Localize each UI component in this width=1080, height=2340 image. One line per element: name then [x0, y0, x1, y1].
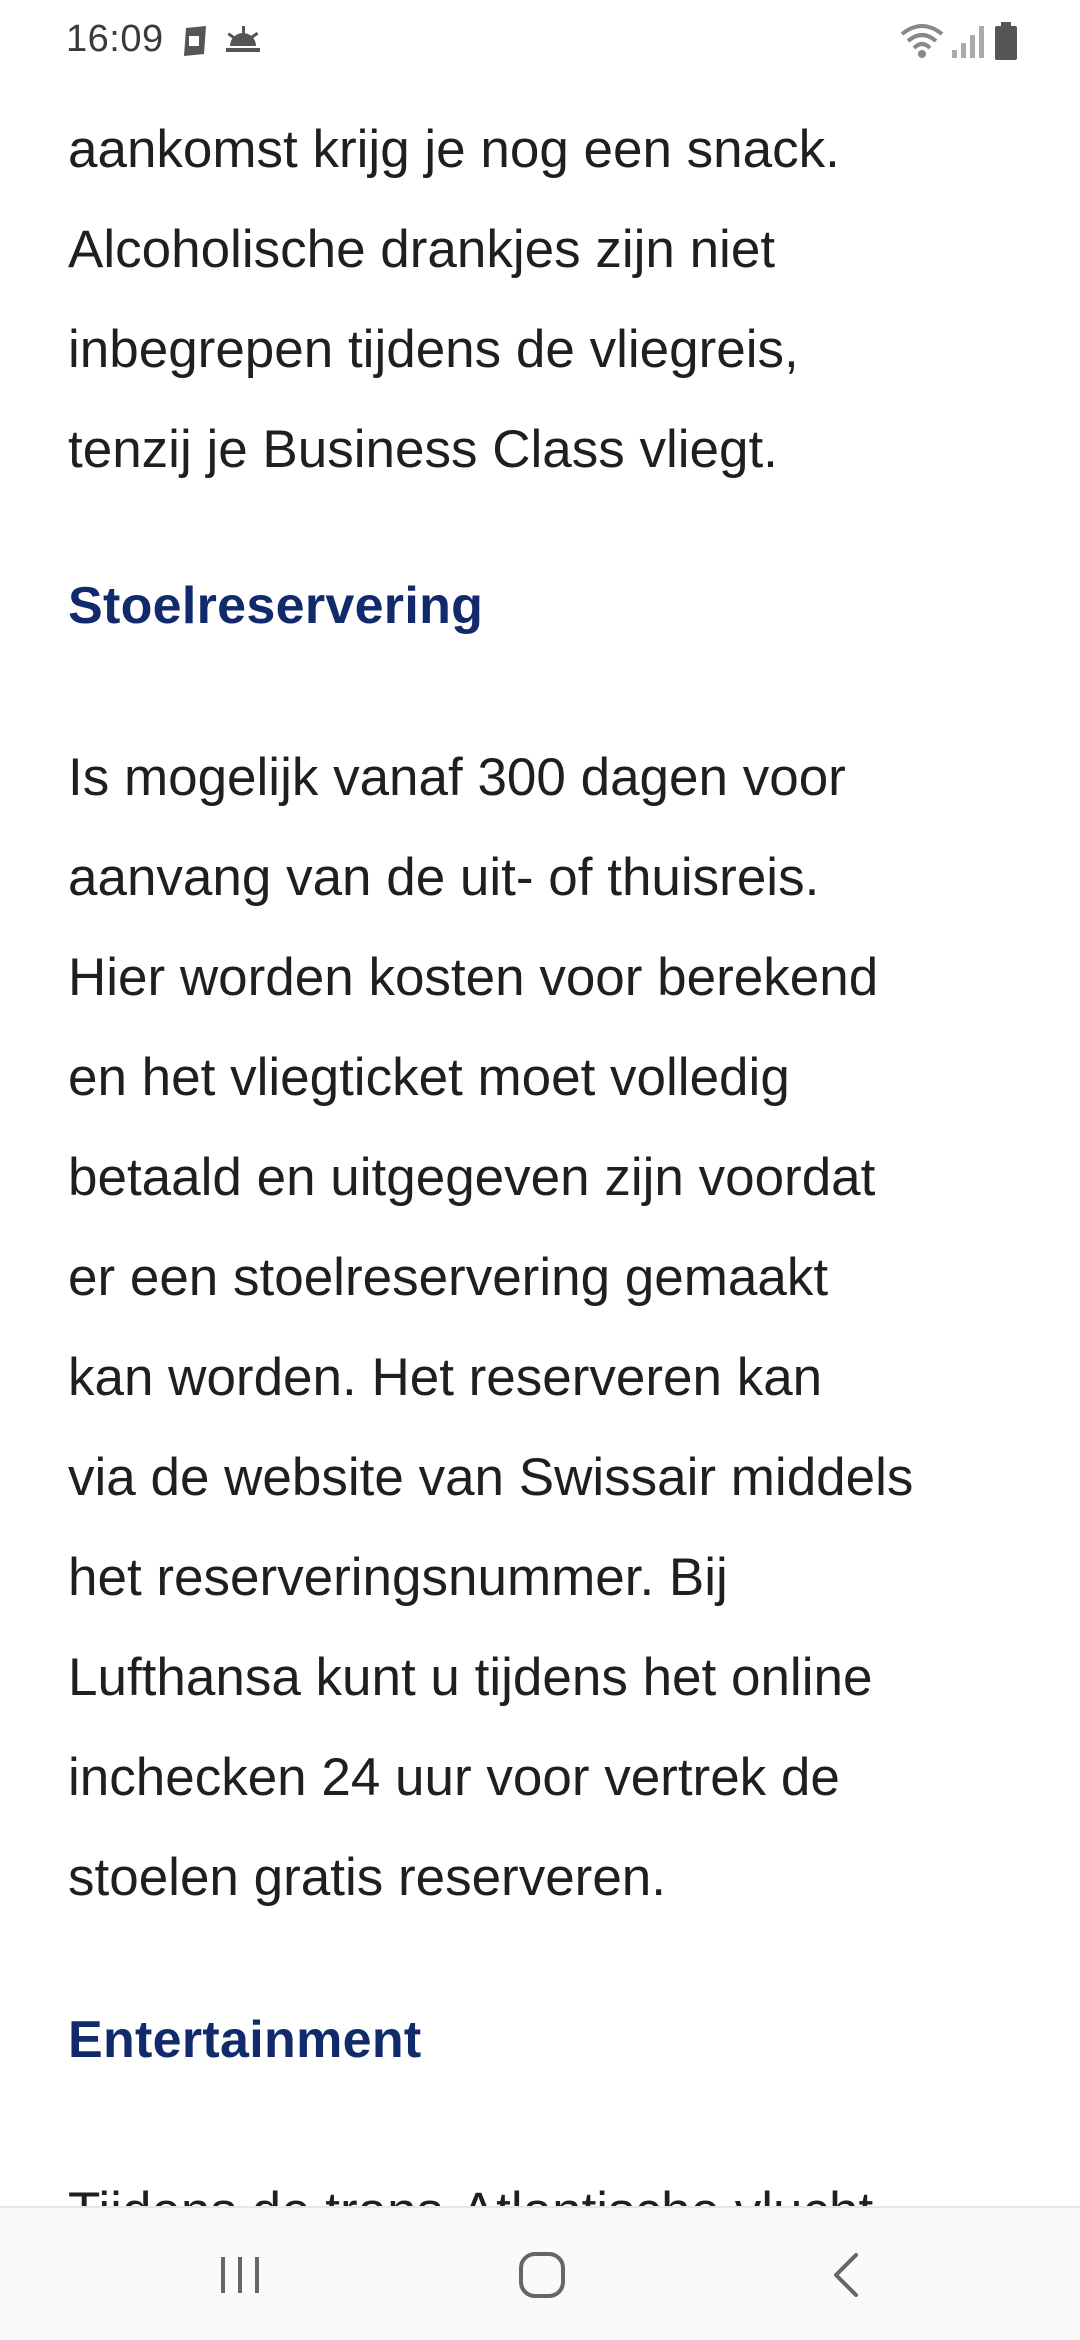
text-line: kan worden. Het reserveren kan — [68, 1348, 823, 1407]
section-heading-entertainment: Entertainment — [68, 2011, 422, 2069]
text-line: inchecken 24 uur voor vertrek de — [68, 1748, 840, 1807]
weather-sun-icon — [224, 24, 262, 58]
signal-icon — [950, 24, 988, 60]
text-line: tenzij je Business Class vliegt. — [68, 420, 778, 479]
section-heading-stoelreservering: Stoelreservering — [68, 577, 484, 635]
text-line: Hier worden kosten voor berekend — [68, 948, 879, 1007]
status-time: 16:09 — [66, 18, 164, 60]
text-line: aankomst krijg je nog een snack. — [68, 120, 840, 179]
text-line: er een stoelreservering gemaakt — [68, 1248, 829, 1307]
recent-apps-button[interactable] — [140, 2208, 340, 2340]
home-icon — [517, 2250, 567, 2300]
home-button[interactable] — [442, 2208, 642, 2340]
intro-paragraph — [68, 100, 840, 500]
text-line: en het vliegticket moet volledig — [68, 1048, 790, 1107]
notification-app-icon — [180, 24, 210, 58]
text-line: aanvang van de uit- of thuisreis. — [68, 848, 820, 907]
stoelreservering-paragraph — [68, 728, 913, 1928]
navigation-bar — [0, 2206, 1080, 2340]
status-bar — [0, 0, 1080, 84]
recent-apps-icon — [217, 2255, 263, 2295]
text-line: inbegrepen tijdens de vliegreis, — [68, 320, 799, 379]
text-line: Lufthansa kunt u tijdens het online — [68, 1648, 873, 1707]
wifi-icon — [900, 22, 944, 60]
back-icon — [828, 2251, 864, 2299]
text-line: via de website van Swissair middels — [68, 1448, 914, 1507]
text-line: het reserveringsnummer. Bij — [68, 1548, 728, 1607]
text-line: Is mogelijk vanaf 300 dagen voor — [68, 748, 846, 807]
back-button[interactable] — [746, 2208, 946, 2340]
battery-icon — [994, 22, 1018, 60]
text-line: Alcoholische drankjes zijn niet — [68, 220, 776, 279]
text-line: betaald en uitgegeven zijn voordat — [68, 1148, 876, 1207]
text-line: stoelen gratis reserveren. — [68, 1848, 667, 1907]
